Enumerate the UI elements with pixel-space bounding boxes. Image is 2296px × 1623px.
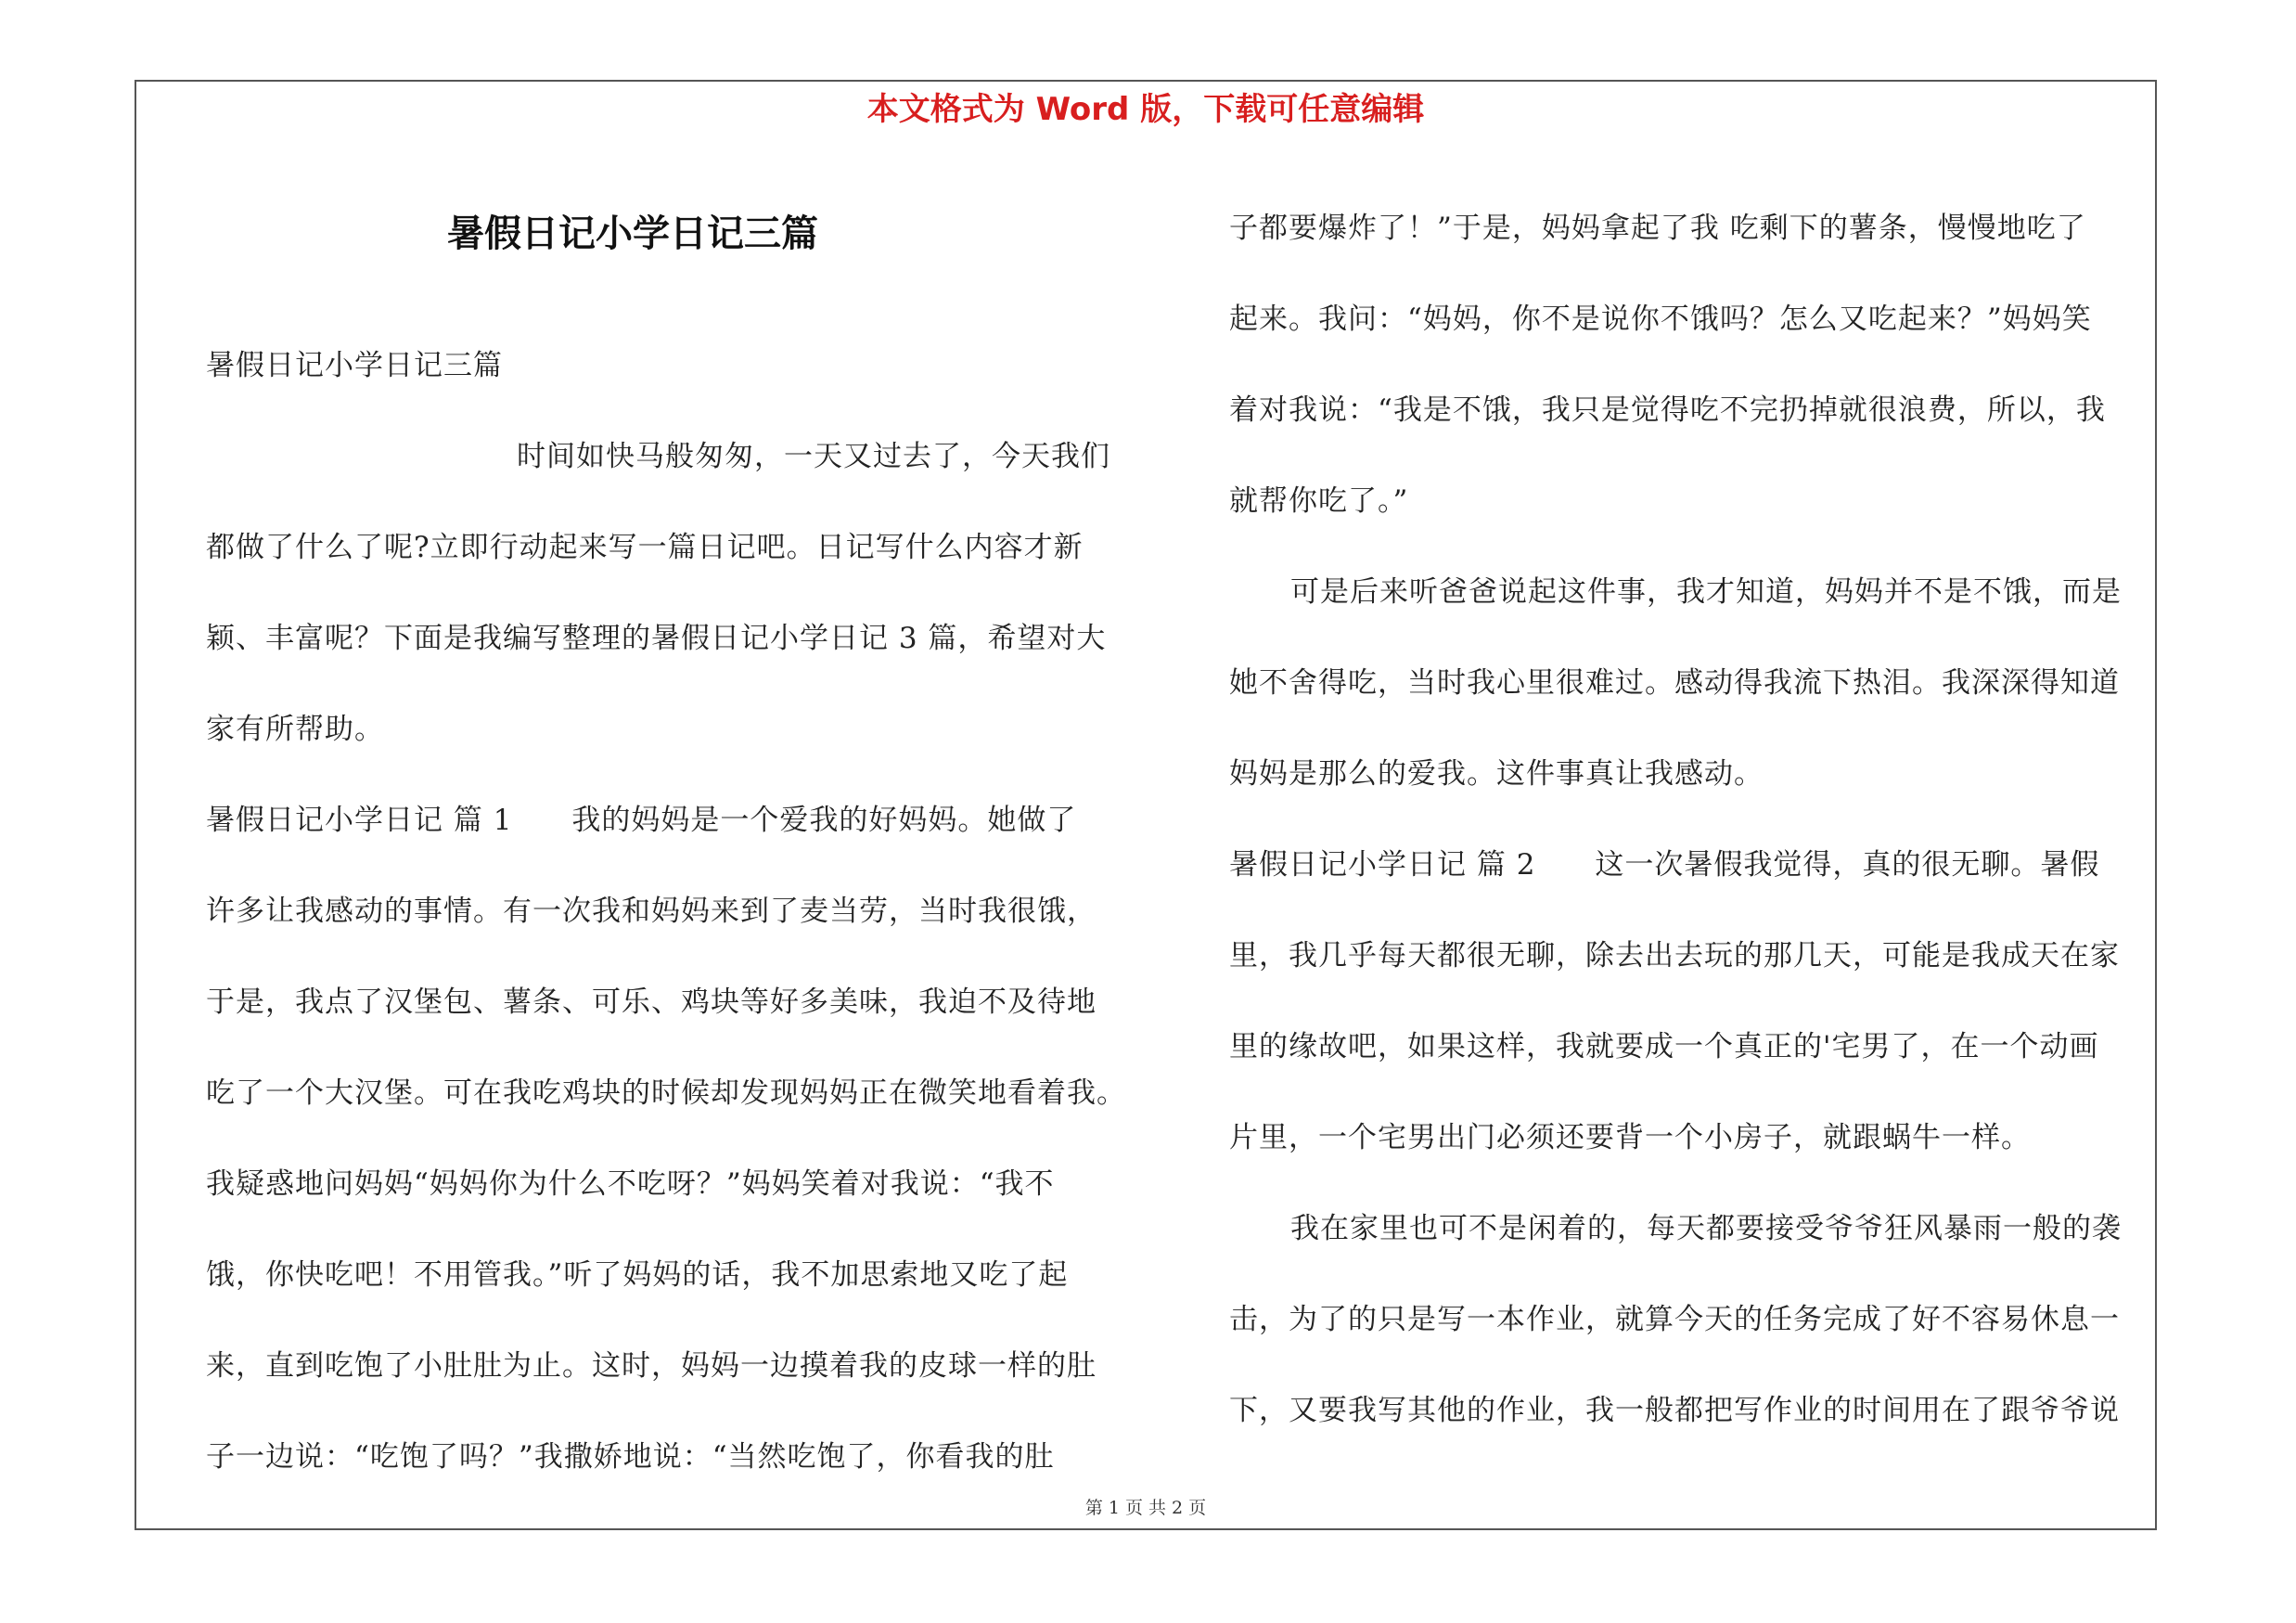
paragraph-line: 吃了一个大汉堡。可在我吃鸡块的时候却发现妈妈正在微笑地看着我。 xyxy=(206,1076,1126,1110)
paragraph-line: 来，直到吃饱了小肚肚为止。这时，妈妈一边摸着我的皮球一样的肚 xyxy=(206,1349,1097,1383)
section-heading-line: 暑假日记小学日记 篇 1 我的妈妈是一个爱我的好妈妈。她做了 xyxy=(206,804,1077,837)
paragraph-line: 饿，你快吃吧！不用管我。”听了妈妈的话，我不加思索地又吃了起 xyxy=(206,1258,1069,1292)
paragraph-line: 下，又要我写其他的作业，我一般都把写作业的时间用在了跟爷爷说 xyxy=(1229,1394,2120,1427)
paragraph-line: 我在家里也可不是闲着的，每天都要接受爷爷狂风暴雨一般的袭 xyxy=(1290,1212,2122,1245)
paragraph-line: 于是，我点了汉堡包、薯条、可乐、鸡块等好多美味，我迫不及待地 xyxy=(206,985,1097,1019)
paragraph-line: 都做了什么了呢?立即行动起来写一篇日记吧。日记写什么内容才新 xyxy=(206,531,1084,564)
subtitle-line: 暑假日记小学日记三篇 xyxy=(206,349,503,382)
paragraph-line: 击，为了的只是写一本作业，就算今天的任务完成了好不容易休息一 xyxy=(1229,1303,2120,1336)
section-heading-line: 暑假日记小学日记 篇 2 这一次暑假我觉得，真的很无聊。暑假 xyxy=(1229,848,2100,882)
paragraph-line: 可是后来听爸爸说起这件事，我才知道，妈妈并不是不饿，而是 xyxy=(1290,575,2122,609)
paragraph-line: 子一边说：“吃饱了吗？”我撒娇地说：“当然吃饱了，你看我的肚 xyxy=(206,1440,1055,1474)
paragraph-line: 里，我几乎每天都很无聊，除去出去玩的那几天，可能是我成天在家 xyxy=(1229,939,2120,973)
paragraph-line: 就帮你吃了。” xyxy=(1229,484,1409,518)
paragraph-line: 许多让我感动的事情。有一次我和妈妈来到了麦当劳，当时我很饿， xyxy=(206,895,1097,928)
paragraph-line: 里的缘故吧，如果这样，我就要成一个真正的'宅男了，在一个动画 xyxy=(1229,1030,2099,1063)
paragraph-line: 颖、丰富呢？下面是我编写整理的暑假日记小学日记 3 篇，希望对大 xyxy=(206,622,1107,655)
format-banner: 本文格式为 Word 版，下载可任意编辑 xyxy=(866,91,1425,128)
paragraph-line: 片里，一个宅男出门必须还要背一个小房子，就跟蜗牛一样。 xyxy=(1229,1121,2031,1154)
paragraph-line: 子都要爆炸了！”于是，妈妈拿起了我 吃剩下的薯条，慢慢地吃了 xyxy=(1229,212,2086,245)
paragraph-line: 家有所帮助。 xyxy=(206,713,384,746)
paragraph-line: 时间如快马般匆匆，一天又过去了，今天我们 xyxy=(517,440,1110,473)
paragraph-line: 她不舍得吃，当时我心里很难过。感动得我流下热泪。我深深得知道 xyxy=(1229,666,2120,700)
paragraph-line: 着对我说：“我是不饿，我只是觉得吃不完扔掉就很浪费，所以，我 xyxy=(1229,393,2106,427)
page-number-footer: 第 1 页 共 2 页 xyxy=(1084,1498,1207,1518)
paragraph-line: 起来。我问：“妈妈，你不是说你不饿吗？怎么又吃起来？”妈妈笑 xyxy=(1229,303,2092,336)
paragraph-line: 我疑惑地问妈妈“妈妈你为什么不吃呀？”妈妈笑着对我说：“我不 xyxy=(206,1167,1055,1201)
paragraph-line: 妈妈是那么的爱我。这件事真让我感动。 xyxy=(1229,757,1764,791)
document-title: 暑假日记小学日记三篇 xyxy=(447,213,818,255)
